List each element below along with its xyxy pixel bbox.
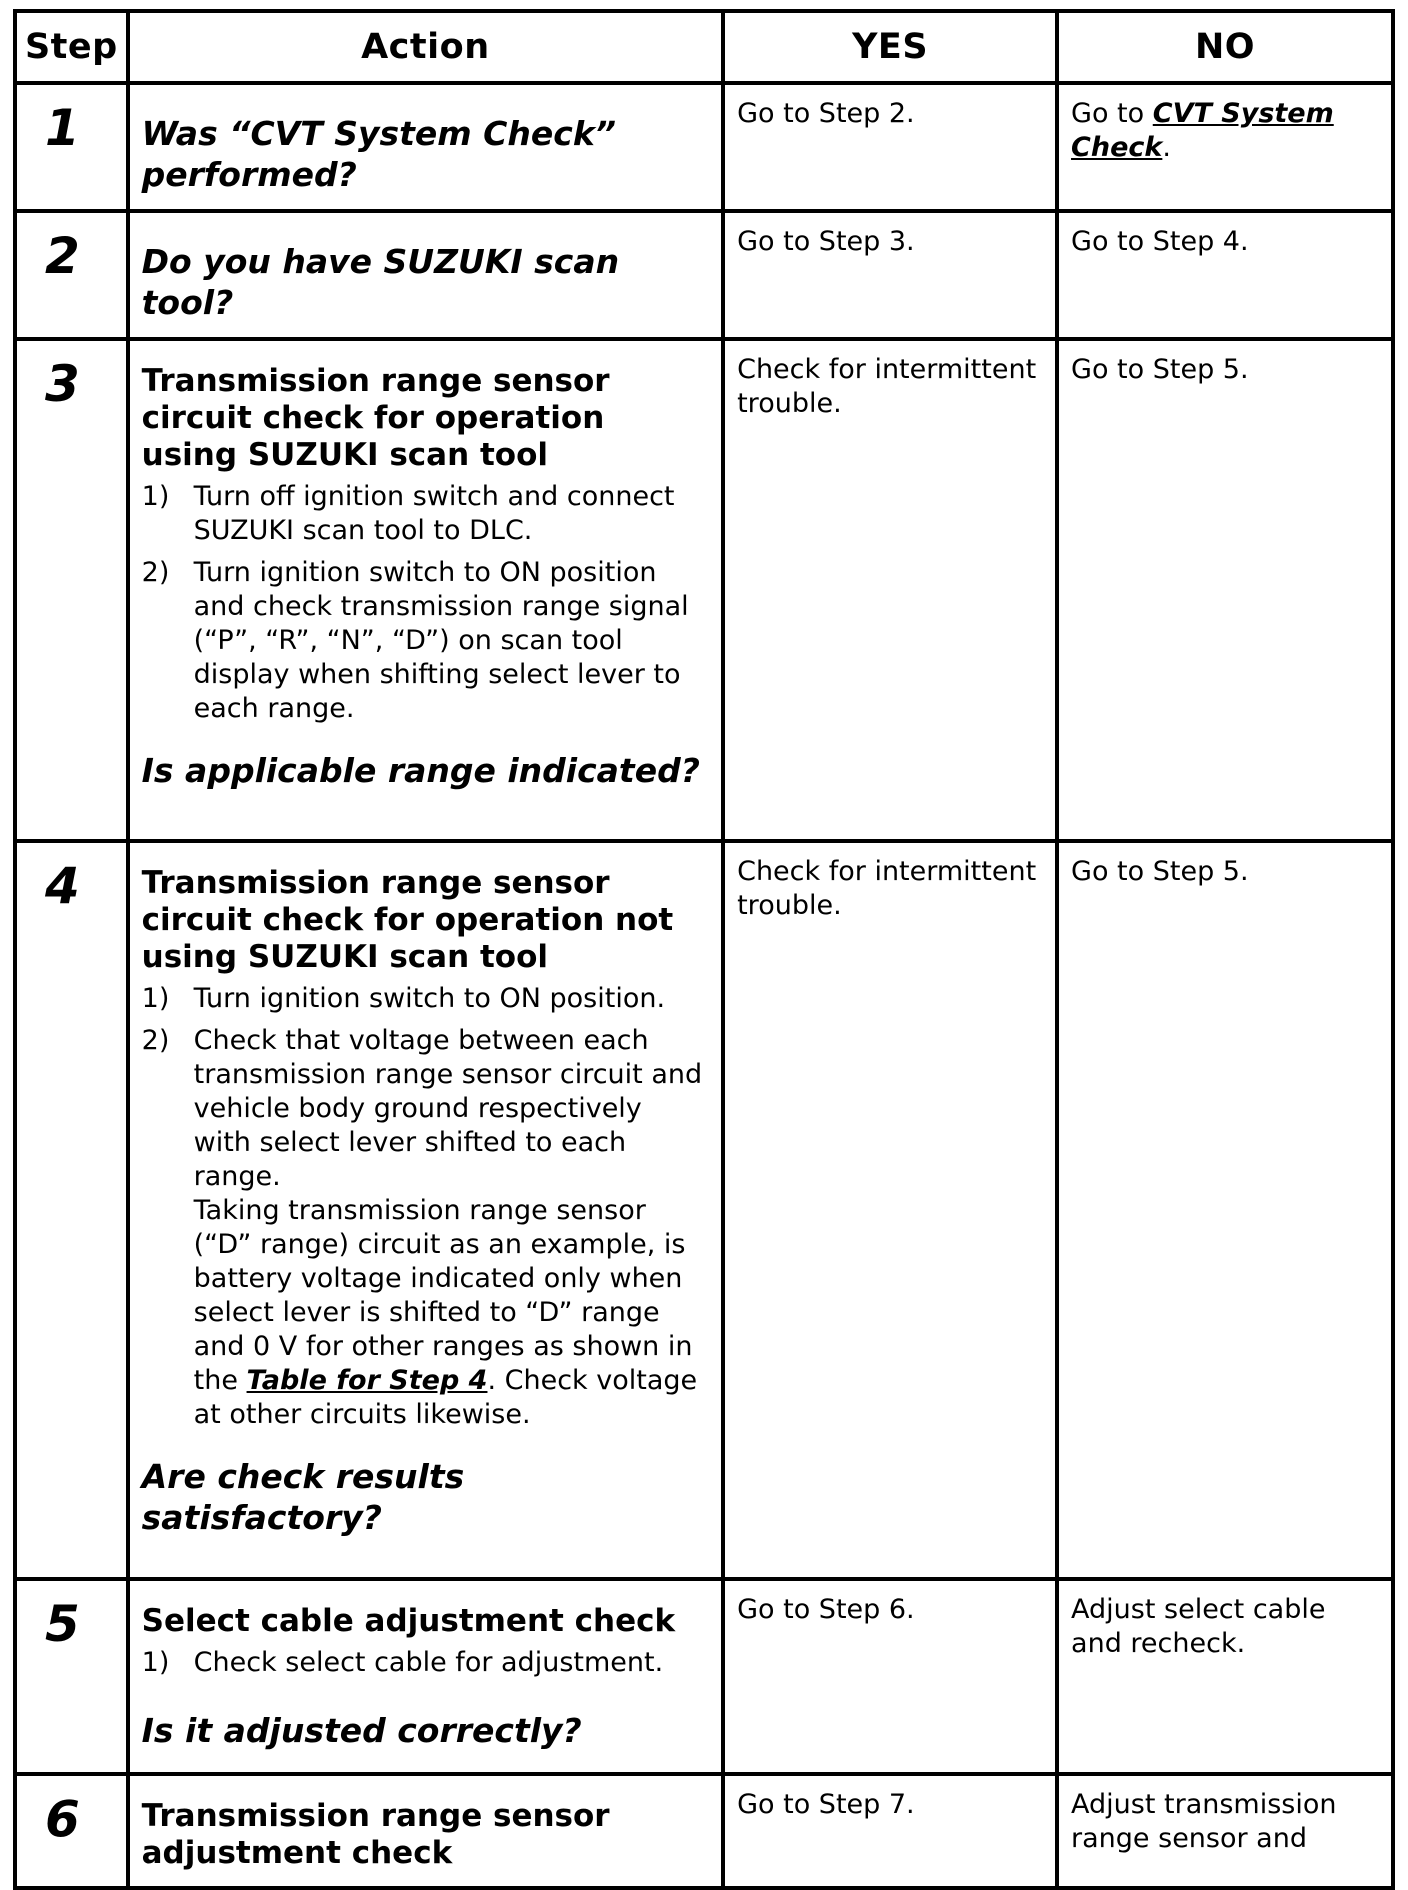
substep-text: Check that voltage between each transmission range sensor circuit and vehicle body ground respectively with select lever shifted to each range. (193, 1025, 703, 1192)
header-yes: YES (723, 11, 1057, 83)
step-heading: Transmission range sensor circuit check for operation using SUZUKI scan tool (141, 363, 610, 473)
no-result: Adjust transmission range sensor and (1057, 1774, 1393, 1888)
no-result: Go to Step 4. (1057, 211, 1393, 339)
yes-result: Check for intermittent trouble. (723, 841, 1057, 1579)
action-cell (128, 1579, 723, 1774)
action-cell (128, 1774, 723, 1888)
step-question: Was “CVT System Check” performed? (141, 114, 617, 194)
table-for-step-4-link[interactable]: Table for Step 4 (246, 1365, 488, 1396)
substep-list (142, 1646, 707, 1680)
cvt-system-check-link[interactable]: CVT System Check (1071, 98, 1334, 163)
no-result (1057, 83, 1393, 211)
diagnostic-table (13, 9, 1395, 1890)
yes-result: Check for intermittent trouble. (723, 339, 1057, 841)
header-step: Step (15, 11, 128, 83)
header-row (15, 11, 1393, 83)
action-cell (128, 211, 723, 339)
step-number: 6 (15, 1774, 128, 1888)
step-heading: Transmission range sensor circuit check for operation not using SUZUKI scan tool (141, 865, 674, 975)
table-row (15, 83, 1393, 211)
step-number: 2 (15, 211, 128, 339)
header-action: Action (128, 11, 723, 83)
no-result: Go to Step 5. (1057, 339, 1393, 841)
action-cell (128, 339, 723, 841)
substep-text: Turn ignition switch to ON position and check transmission range signal (“P”, “R”, “N”, “D”) on scan tool display when shifting select lever to each range. (193, 557, 689, 724)
table-row (15, 841, 1393, 1579)
step-question: Are check results satisfactory? (141, 1457, 465, 1537)
yes-result: Go to Step 6. (723, 1579, 1057, 1774)
step-heading: Transmission range sensor adjustment check (141, 1798, 610, 1871)
yes-result: Go to Step 3. (723, 211, 1057, 339)
table-row (15, 1579, 1393, 1774)
action-cell (128, 83, 723, 211)
no-result: Go to Step 5. (1057, 841, 1393, 1579)
substep-number: 2) (141, 1025, 170, 1056)
step-number: 1 (15, 83, 128, 211)
action-cell (128, 841, 723, 1579)
substep-number: 1) (141, 983, 170, 1014)
substep-text: Turn off ignition switch and connect SUZUKI scan tool to DLC. (193, 481, 675, 546)
step-number: 4 (15, 841, 128, 1579)
list-item (142, 1646, 707, 1680)
header-no: NO (1057, 11, 1393, 83)
substep-text: Turn ignition switch to ON position. (193, 983, 666, 1014)
substep-number: 1) (141, 481, 170, 512)
step-question: Is applicable range indicated? (141, 751, 700, 790)
substep-body (194, 1024, 707, 1432)
substep-note-end: . Check voltage at other circuits likewise. (193, 1365, 698, 1430)
substep-number: 2) (141, 557, 170, 588)
table-row (15, 211, 1393, 339)
list-item (142, 480, 707, 548)
no-result: Adjust select cable and recheck. (1057, 1579, 1393, 1774)
list-item (142, 1024, 707, 1432)
yes-result: Go to Step 7. (723, 1774, 1057, 1888)
table-row (15, 1774, 1393, 1888)
step-question: Is it adjusted correctly? (141, 1711, 582, 1750)
list-item (142, 982, 707, 1016)
step-number: 3 (15, 339, 128, 841)
yes-result: Go to Step 2. (723, 83, 1057, 211)
step-heading: Select cable adjustment check (141, 1603, 676, 1639)
substep-list (142, 480, 707, 726)
step-number: 5 (15, 1579, 128, 1774)
substep-number: 1) (141, 1647, 170, 1678)
substep-text: Check select cable for adjustment. (193, 1647, 664, 1678)
substep-list (142, 982, 707, 1432)
substep-note: Taking transmission range sensor (“D” range) circuit as an example, is battery voltage indicated only when select lever is shifted to “D” range and 0 V for other ranges as shown in the (193, 1195, 693, 1396)
no-result-prefix: Go to (1071, 98, 1153, 129)
table-row (15, 339, 1393, 841)
step-question: Do you have SUZUKI scan tool? (141, 242, 620, 322)
no-result-suffix: . (1162, 132, 1171, 163)
list-item (142, 556, 707, 726)
